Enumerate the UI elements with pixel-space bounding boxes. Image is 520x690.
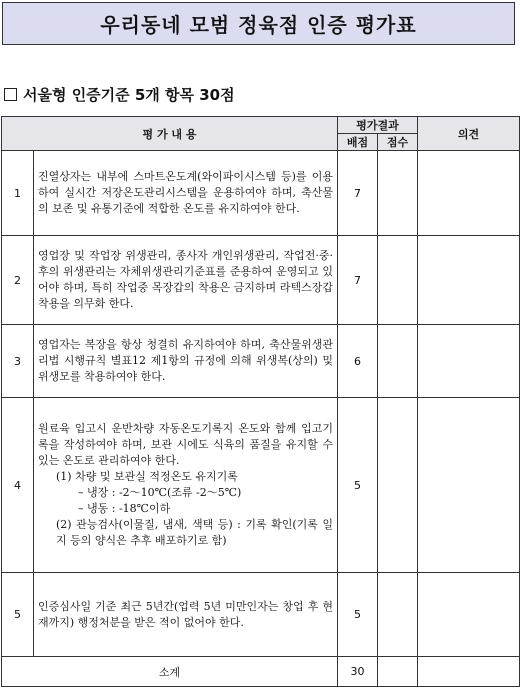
table-row [2, 573, 520, 657]
row-points-cell[interactable] [378, 236, 418, 325]
row-alloc: 5 [338, 573, 378, 657]
subtitle-row [4, 84, 235, 105]
header-alloc: 배점 [338, 134, 378, 151]
row-opinion-cell[interactable] [418, 573, 520, 657]
row-number: 2 [2, 236, 34, 325]
row-points-cell[interactable] [378, 325, 418, 398]
row-content: 인증심사일 기준 최근 5년간(업력 5년 미만인자는 창업 후 현재까지) 행정처분을 받은 적이 없어야 한다. [34, 573, 338, 657]
total-opinion-cell[interactable] [418, 657, 520, 687]
row-number: 1 [2, 151, 34, 236]
row-opinion-cell[interactable] [418, 236, 520, 325]
header-opinion: 의견 [418, 117, 520, 151]
row-opinion-cell[interactable] [418, 398, 520, 573]
row-content: 영업장 및 작업장 위생관리, 종사자 개인위생관리, 작업전·중·후의 위생관리는 자체위생관리기준표를 준용하여 운영되고 있어야 하며, 특히 작업중 목장갑의 착용은 금지하며 라텍스장갑 착용을 의무화 한다. [34, 236, 338, 325]
row-alloc: 5 [338, 398, 378, 573]
checkbox-icon [4, 88, 17, 101]
row-alloc: 6 [338, 325, 378, 398]
row-content: 진열상자는 내부에 스마트온도계(와이파이시스템 등)를 이용하여 실시간 저장온도관리시스템을 운용하여야 하며, 축산물의 보존 및 유통기준에 적합한 온도를 유지하여야 한다. [34, 151, 338, 236]
table-row [2, 151, 520, 236]
header-result: 평가결과 [338, 117, 418, 134]
total-label: 소계 [2, 657, 338, 687]
row-number: 4 [2, 398, 34, 573]
row-content: 영업자는 복장을 항상 청결히 유지하여야 하며, 축산물위생관리법 시행규칙 별표12 제1항의 규정에 의해 위생복(상의) 및 위생모를 착용하여야 한다. [34, 325, 338, 398]
table-row [2, 325, 520, 398]
row-alloc: 7 [338, 236, 378, 325]
row-points-cell[interactable] [378, 573, 418, 657]
header-points: 점수 [378, 134, 418, 151]
row-opinion-cell[interactable] [418, 151, 520, 236]
row-alloc: 7 [338, 151, 378, 236]
subtitle-text: 서울형 인증기준 5개 항목 30점 [23, 86, 235, 104]
row-number: 3 [2, 325, 34, 398]
row-content: 원료육 입고시 운반차량 자동온도기록지 온도와 함께 입고기록을 작성하여야 하며, 보관 시에도 식육의 품질을 유지할 수 있는 온도로 관리하여야 한다. (1) 차량 및 보관실 적정온도 유지기록 – 냉장 : -2～10℃(조류 -2～5℃) – 냉동 : -18℃이하 (2) 관능검사(이물질, 냄새, 색택 등) : 기록 확인(기록 일지 등의 양식은 추후 배포하기로 함) [34, 398, 338, 573]
page-title: 우리동네 모범 정육점 인증 평가표 [100, 13, 417, 37]
row-points-cell[interactable] [378, 151, 418, 236]
row-points-cell[interactable] [378, 398, 418, 573]
header-content: 평 가 내 용 [2, 117, 338, 151]
evaluation-table [1, 116, 520, 687]
row-opinion-cell[interactable] [418, 325, 520, 398]
row-number: 5 [2, 573, 34, 657]
table-row [2, 236, 520, 325]
title-box [2, 2, 515, 45]
total-points-cell[interactable] [378, 657, 418, 687]
total-score: 30 [338, 657, 378, 687]
table-row [2, 398, 520, 573]
total-row [2, 657, 520, 687]
